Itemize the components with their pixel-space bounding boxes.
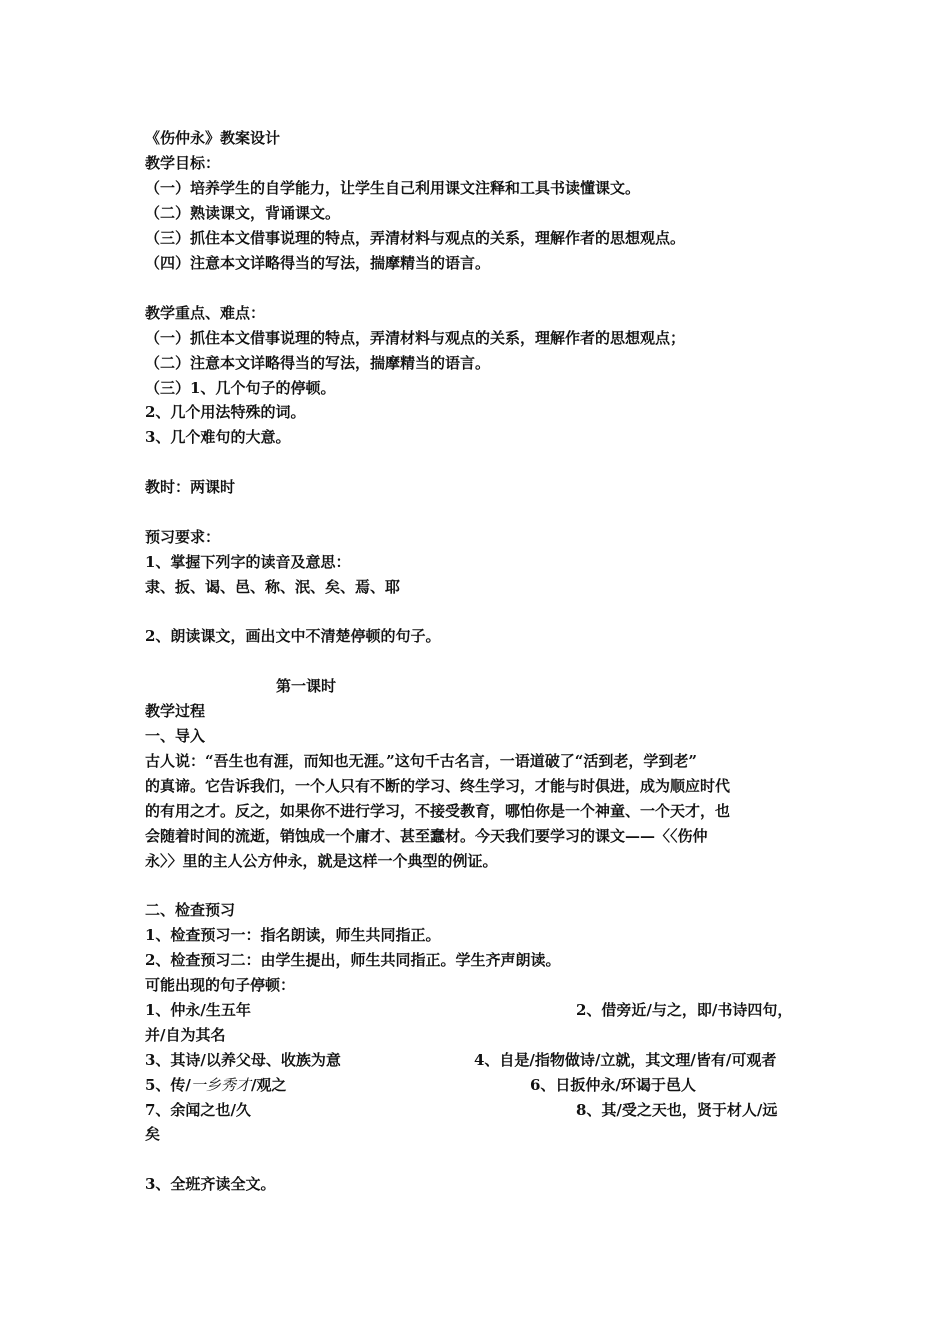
goal-item: （二）熟读课文，背诵课文。 [145, 204, 341, 222]
process-heading: 教学过程 [145, 702, 206, 720]
key-item: 2、几个用法特殊的词。 [145, 403, 306, 421]
pause-item: 4、自是/指物做诗/立就，其文理/皆有/可观者 [474, 1051, 777, 1069]
intro-text-line: 永〉〉里的主人公方仲永，就是这样一个典型的例证。 [145, 852, 498, 870]
pause-item: 6、日扳仲永/环谒于邑人 [530, 1076, 696, 1094]
intro-text-line: 古人说：“吾生也有涯，而知也无涯。”这句千古名言，一语道破了“活到老，学到老” [145, 752, 698, 770]
key-heading: 教学重点、难点： [145, 304, 266, 322]
intro-text-line: 的有用之才。反之，如果你不进行学习，不接受教育，哪怕你是一个神童、一个天才，也 [145, 802, 731, 820]
intro-text-line: 的真谛。它告诉我们，一个人只有不断的学习、终生学习，才能与时俱进，成为顺应时代 [145, 777, 731, 795]
pause-item: 7、余闻之也/久 [145, 1101, 251, 1119]
prep-item: 2、朗读课文，画出文中不清楚停顿的句子。 [145, 627, 441, 645]
check-heading: 二、检查预习 [145, 901, 236, 919]
key-item: 3、几个难句的大意。 [145, 428, 291, 446]
pause-item: 3、其诗/以养父母、收族为意 [145, 1051, 341, 1069]
check-item: 2、检查预习二：由学生提出，师生共同指正。学生齐声朗读。 [145, 951, 561, 969]
pause-item: 1、仲永/生五年 [145, 1001, 251, 1019]
pause-item: 8、其/受之天也，贤于材人/远 [576, 1101, 778, 1119]
key-item: （三）1、几个句子的停顿。 [145, 379, 336, 397]
pause-text: /观之 [250, 1076, 287, 1094]
check-item: 1、检查预习一：指名朗读，师生共同指正。 [145, 926, 441, 944]
pause-text: 5、传/ [145, 1076, 191, 1094]
pause-item-continued: 并/自为其名 [145, 1026, 226, 1044]
check-item: 3、全班齐读全文。 [145, 1175, 276, 1193]
pauses-heading: 可能出现的句子停顿： [145, 976, 296, 994]
goal-item: （一）培养学生的自学能力，让学生自己利用课文注释和工具书读懂课文。 [145, 179, 641, 197]
prep-item: 1、掌握下列字的读音及意思： [145, 553, 351, 571]
prep-heading: 预习要求： [145, 528, 221, 546]
pause-item-continued: 矣 [145, 1125, 161, 1143]
goals-heading: 教学目标： [145, 154, 221, 172]
lesson-heading: 第一课时 [276, 677, 337, 695]
key-item: （一）抓住本文借事说理的特点，弄清材料与观点的关系，理解作者的思想观点； [145, 329, 686, 347]
intro-heading: 一、导入 [145, 727, 206, 745]
goal-item: （四）注意本文详略得当的写法，揣摩精当的语言。 [145, 254, 491, 272]
goal-item: （三）抓住本文借事说理的特点，弄清材料与观点的关系，理解作者的思想观点。 [145, 229, 686, 247]
class-time: 教时：两课时 [145, 478, 236, 496]
doc-title: 《伤仲永》教案设计 [145, 129, 281, 147]
intro-text-line: 会随着时间的流逝，销蚀成一个庸才、甚至蠢材。今天我们要学习的课文——〈〈伤仲 [145, 827, 708, 845]
pause-item: 2、借旁近/与之，即/书诗四句， [576, 1001, 793, 1019]
key-item: （二）注意本文详略得当的写法，揣摩精当的语言。 [145, 354, 491, 372]
pause-text-italic: 一乡秀才 [190, 1076, 251, 1094]
prep-characters: 隶、扳、谒、邑、称、泯、矣、焉、耶 [145, 578, 401, 596]
pause-item [145, 1075, 286, 1095]
